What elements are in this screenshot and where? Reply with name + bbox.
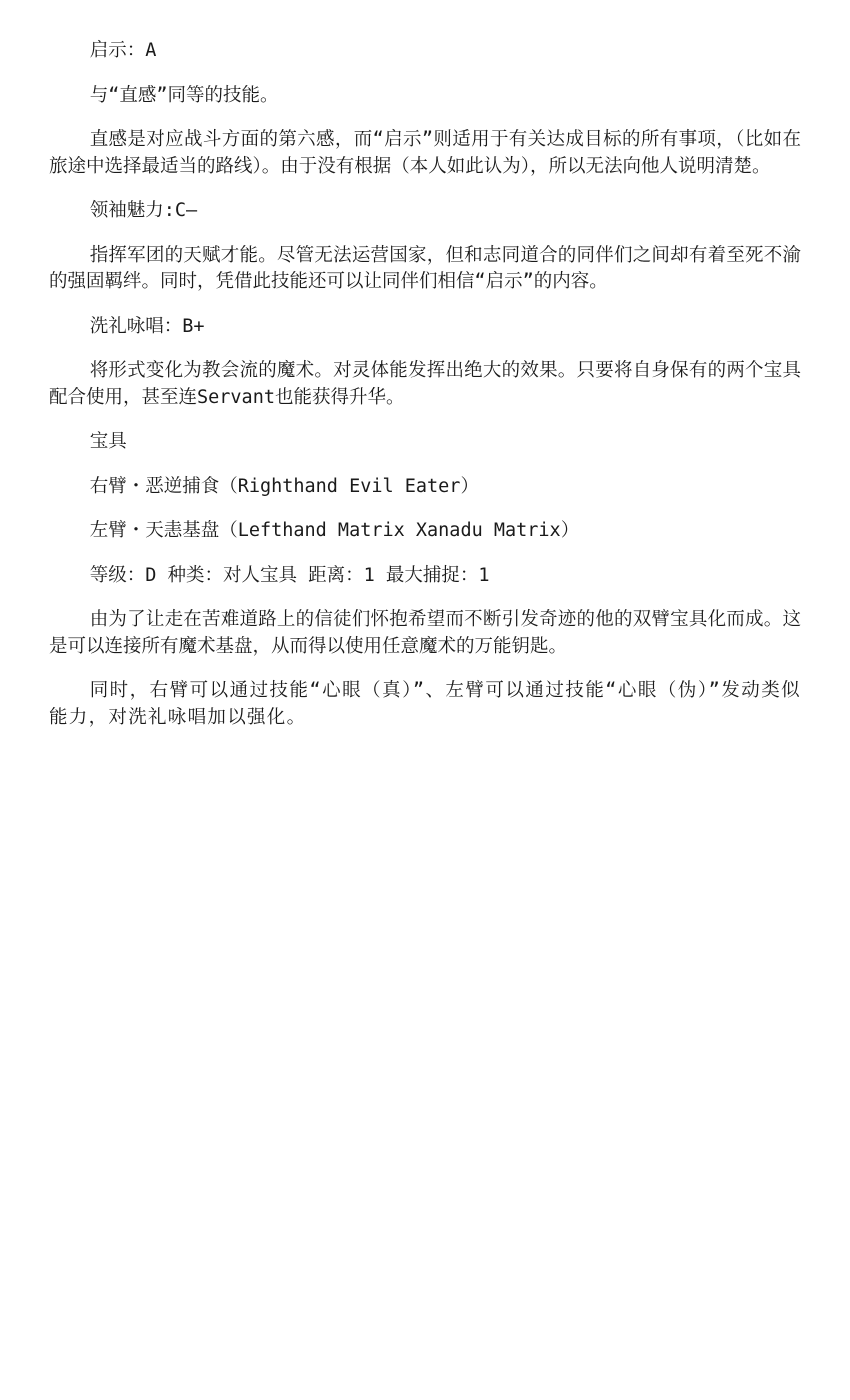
noble-phantasm-description: 由为了让走在苦难道路上的信徒们怀抱希望而不断引发奇迹的他的双臂宝具化而成。这是可以连接所有魔术基盘，从而得以使用任意魔术的万能钥匙。	[49, 609, 801, 657]
skill-revelation-description: 直感是对应战斗方面的第六感，而“启示”则适用于有关达成目标的所有事项，（比如在旅途中选择最适当的路线）。由于没有根据（本人如此认为），所以无法向他人说明清楚。	[49, 129, 801, 177]
skill-revelation-summary: 与“直感”同等的技能。	[89, 84, 279, 106]
skill-baptism-chant-description: 将形式变化为教会流的魔术。对灵体能发挥出绝大的效果。只要将自身保有的两个宝具配合使用，甚至连Servant也能获得升华。	[49, 360, 801, 408]
skill-revelation-heading: 启示：A	[89, 40, 157, 61]
noble-phantasm-enhancement: 同时，右臂可以通过技能“心眼（真）”、左臂可以通过技能“心眼（伪）”发动类似能力，对洗礼咏唱加以强化。	[49, 680, 801, 728]
noble-phantasm-right-arm: 右臂・恶逆捕食（Righthand Evil Eater）	[89, 475, 479, 497]
skill-charisma-heading: 领袖魅力:C—	[89, 200, 198, 221]
noble-phantasm-heading: 宝具	[89, 431, 127, 452]
skill-charisma-description: 指挥军团的天赋才能。尽管无法运营国家，但和志同道合的同伴们之间却有着至死不渝的强固羁绊。同时，凭借此技能还可以让同伴们相信“启示”的内容。	[49, 244, 801, 292]
noble-phantasm-stats: 等级：D 种类：对人宝具 距离：1 最大捕捉：1	[89, 564, 490, 586]
document-body	[49, 38, 801, 749]
skill-baptism-chant-heading: 洗礼咏唱：B+	[89, 315, 205, 337]
noble-phantasm-left-arm: 左臂・天恚基盘（Lefthand Matrix Xanadu Matrix）	[89, 520, 580, 541]
